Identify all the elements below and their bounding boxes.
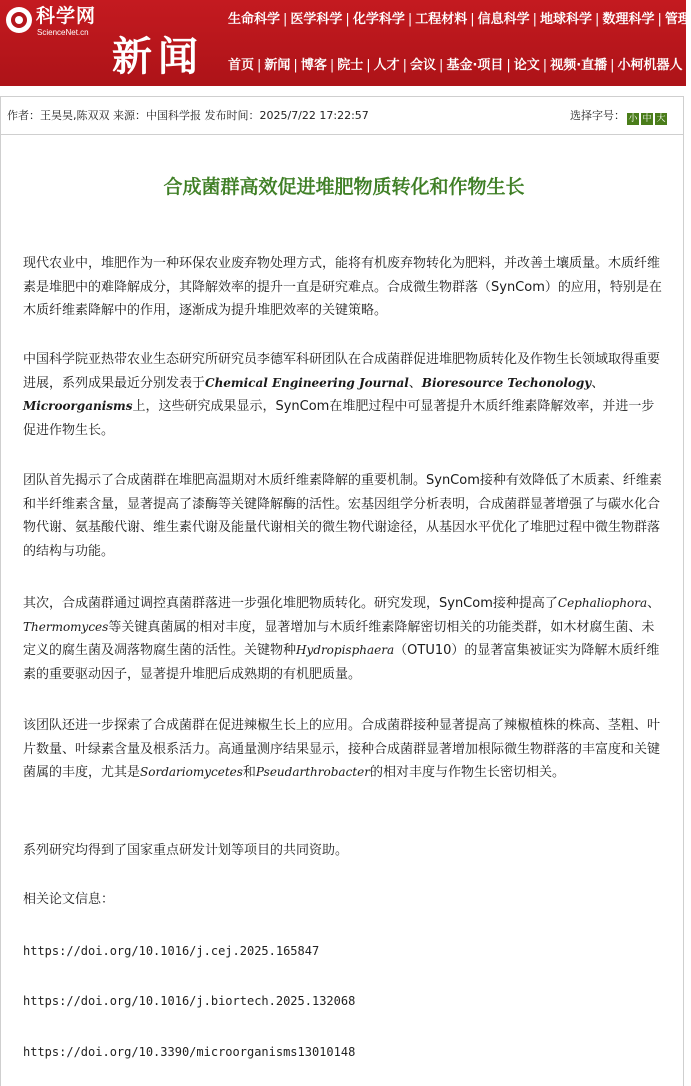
- nav-item-xiaoke-robot[interactable]: 小柯机器人: [617, 58, 683, 73]
- nav-item-funding[interactable]: 基金·项目: [446, 58, 504, 73]
- font-size-label: 选择字号：: [570, 109, 625, 122]
- article-meta: 作者：王昊昊,陈双双 来源：中国科学报 发布时间：2025/7/22 17:22:57: [7, 109, 369, 122]
- nav-channels: [228, 57, 683, 75]
- article-title: 合成菌群高效促进堆肥物质转化和作物生长: [163, 176, 525, 198]
- nav-separator: |: [345, 12, 350, 27]
- nav-separator: |: [283, 12, 288, 27]
- nav-separator: |: [470, 12, 475, 27]
- paragraph-4-text-b: 等关键真菌属的相对丰度，显著增加与木质纤维素降解密切相关的功能类群，如木材腐生菌、未定义的腐生菌及凋落物腐生菌的活性。关键物种: [23, 619, 655, 658]
- paragraph-3: 团队首先揭示了合成菌群在堆肥高温期对木质纤维素降解的重要机制。SynCom接种有效降低了木质素、纤维素和半纤维素含量，显著提高了漆酶等关键降解酶的活性。宏基因组学分析表明，合成菌群显著增强了与碳水化合物代谢、氨基酸代谢、维生素代谢及能量代谢相关的微生物代谢途径，从基因水平优化了堆肥过程中微生物群落的结构与功能。: [23, 473, 662, 559]
- nav-separator: |: [506, 58, 511, 73]
- article-meta-bar: [1, 97, 683, 135]
- nav-separator: |: [439, 58, 444, 73]
- genus-name: Cephaliophora: [557, 596, 648, 610]
- nav-item-math-physics[interactable]: 数理科学: [602, 12, 655, 27]
- paragraph-5-text-mid: 和: [242, 765, 256, 780]
- nav-item-earth-science[interactable]: 地球科学: [540, 12, 593, 27]
- journal-name: Chemical Engineering Journal: [205, 375, 409, 390]
- journal-name: Bioresource Techonology: [421, 375, 592, 390]
- nav-item-home[interactable]: 首页: [228, 58, 255, 73]
- reference-link-1[interactable]: https://doi.org/10.1016/j.cej.2025.165847: [23, 944, 320, 958]
- journal-name: Microorganisms: [23, 399, 133, 413]
- nav-item-life-science[interactable]: 生命科学: [228, 12, 281, 27]
- paragraph-4-text-a: 其次，合成菌群通过调控真菌群落进一步强化堆肥物质转化。研究发现，SynCom接种提高了: [23, 596, 558, 611]
- nav-item-papers[interactable]: 论文: [513, 58, 540, 73]
- nav-separator: |: [542, 58, 548, 73]
- logo-emblem-icon: [6, 7, 32, 33]
- reference-link-3[interactable]: https://doi.org/10.3390/microorganisms13010148: [23, 1045, 356, 1059]
- nav-item-academicians[interactable]: 院士: [337, 58, 364, 73]
- nav-separator: |: [293, 58, 298, 73]
- paragraph-5: [23, 714, 667, 785]
- font-size-selector: [570, 109, 667, 125]
- font-size-large-button[interactable]: 大: [656, 114, 666, 124]
- separator: 、: [647, 596, 661, 611]
- nav-disciplines: [228, 11, 691, 29]
- nav-separator: |: [257, 58, 262, 73]
- nav-item-talent[interactable]: 人才: [373, 58, 400, 73]
- paragraph-4: [23, 592, 667, 686]
- sciencenet-logo[interactable]: [6, 5, 102, 41]
- nav-separator: |: [366, 58, 371, 73]
- paragraph-1: 现代农业中，堆肥作为一种环保农业废弃物处理方式，能将有机废弃物转化为肥料，并改善土壤质量。木质纤维素是堆肥中的难降解成分，其降解效率的提升一直是研究难点。合成微生物群落（SynCom）的应用，特别是在木质纤维素降解中的作用，逐渐成为提升堆肥效率的关键策略。: [23, 256, 662, 318]
- logo-text-en: ScienceNet.cn: [37, 28, 89, 37]
- paragraph-2-text-b: 上，这些研究成果显示，SynCom在堆肥过程中可显著提升木质纤维素降解效率，并进一步促进作物生长。: [23, 399, 655, 438]
- nav-separator: |: [532, 12, 538, 27]
- paragraph-2: [23, 348, 667, 442]
- logo-text-cn: 科学网: [36, 5, 97, 27]
- taxon-name: Pseudarthrobacter: [255, 765, 370, 779]
- species-name: Hydropisphaera: [296, 643, 395, 657]
- nav-item-news[interactable]: 新闻: [264, 58, 291, 73]
- paragraph-5-text-a: 该团队还进一步探索了合成菌群在促进辣椒生长上的应用。合成菌群接种显著提高了辣椒植株的株高、茎粗、叶片数量、叶绿素含量及根系活力。高通量测序结果显示，接种合成菌群显著增加根际微生物群落的丰富度和关键菌属的丰度，尤其是: [23, 718, 661, 780]
- nav-separator: |: [610, 58, 615, 73]
- separator: 、: [408, 375, 422, 391]
- nav-item-information-science[interactable]: 信息科学: [477, 12, 530, 27]
- nav-item-chemical-science[interactable]: 化学科学: [352, 12, 405, 27]
- font-size-medium-button[interactable]: 中: [642, 114, 652, 124]
- section-title: 新闻: [112, 34, 204, 80]
- genus-name: Thermomyces: [23, 619, 109, 634]
- paragraph-4-text-c: （OTU10）的显著富集被证实为降解木质纤维素的重要驱动因子，显著提升堆肥后成熟期的有机肥质量。: [23, 643, 660, 682]
- nav-separator: |: [329, 58, 335, 73]
- references-label: 相关论文信息：: [23, 892, 115, 907]
- nav-item-video-live[interactable]: 视频·直播: [550, 58, 608, 73]
- nav-item-medical-science[interactable]: 医学科学: [290, 12, 343, 27]
- nav-separator: |: [407, 12, 413, 27]
- nav-item-engineering-materials[interactable]: 工程材料: [415, 12, 468, 27]
- article-container: [0, 96, 684, 1086]
- taxon-name: Sordariomycetes: [140, 765, 243, 779]
- separator: 、: [591, 375, 605, 391]
- nav-separator: |: [657, 12, 662, 27]
- nav-separator: |: [595, 12, 600, 27]
- font-size-small-button[interactable]: 小: [628, 114, 638, 124]
- reference-link-2[interactable]: https://doi.org/10.1016/j.biortech.2025.132068: [23, 994, 356, 1008]
- nav-separator: |: [402, 58, 408, 73]
- paragraph-5-text-b: 的相对丰度与作物生长密切相关。: [369, 765, 565, 780]
- paragraph-2-text-a: 中国科学院亚热带农业生态研究所研究员李德军科研团队在合成菌群促进堆肥物质转化及作物生长领域取得重要进展，系列成果最近分别发表于: [23, 352, 661, 391]
- paragraph-6: 系列研究均得到了国家重点研发计划等项目的共同资助。: [23, 843, 349, 858]
- site-header: [0, 0, 691, 86]
- nav-item-management[interactable]: 管理: [664, 12, 691, 27]
- nav-item-conference[interactable]: 会议: [410, 58, 437, 73]
- nav-item-blog[interactable]: 博客: [300, 58, 327, 73]
